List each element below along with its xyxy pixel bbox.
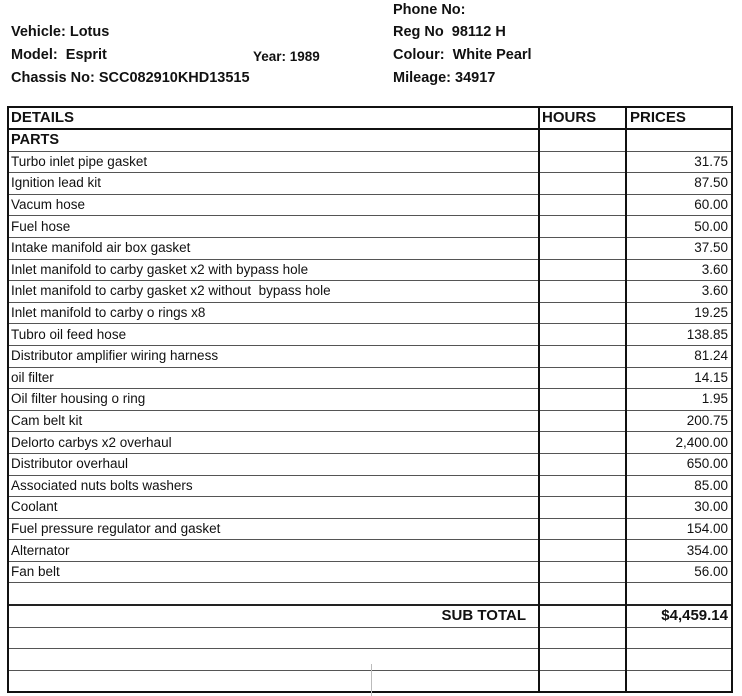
details-cell: Distributor amplifier wiring harness [8, 345, 539, 367]
price-cell: 50.00 [626, 216, 732, 238]
table-row [8, 497, 732, 519]
details-cell: Ignition lead kit [8, 173, 539, 195]
details-cell: Delorto carbys x2 overhaul [8, 432, 539, 454]
price-cell [626, 670, 732, 692]
hours-cell [539, 259, 626, 281]
hours-cell [539, 345, 626, 367]
empty-row [8, 583, 732, 605]
details-cell: oil filter [8, 367, 539, 389]
phone-number: Phone No: [393, 2, 466, 18]
hours-cell [539, 670, 626, 692]
text-cursor [371, 664, 372, 696]
details-cell [8, 670, 539, 692]
details-cell: Coolant [8, 497, 539, 519]
details-cell: Inlet manifold to carby gasket x2 with bypass hole [8, 259, 539, 281]
hours-cell [539, 432, 626, 454]
table-row [8, 173, 732, 195]
details-cell [8, 649, 539, 671]
details-cell: Vacum hose [8, 194, 539, 216]
table-row [8, 518, 732, 540]
hours-cell [539, 194, 626, 216]
table-row [8, 561, 732, 583]
details-header: DETAILS [8, 107, 539, 129]
details-cell: Associated nuts bolts washers [8, 475, 539, 497]
price-cell [626, 649, 732, 671]
price-cell: 60.00 [626, 194, 732, 216]
table-row [8, 345, 732, 367]
hours-cell [539, 410, 626, 432]
details-cell: Turbo inlet pipe gasket [8, 151, 539, 173]
subtotal-label: SUB TOTAL [8, 605, 539, 627]
price-cell [626, 583, 732, 605]
hours-cell [539, 389, 626, 411]
hours-cell [539, 324, 626, 346]
hours-cell [539, 453, 626, 475]
price-cell: 30.00 [626, 497, 732, 519]
table-row [8, 540, 732, 562]
hours-cell [539, 367, 626, 389]
hours-cell [539, 281, 626, 303]
table-row [8, 367, 732, 389]
price-cell [626, 129, 732, 151]
hours-cell [539, 173, 626, 195]
price-cell: 2,400.00 [626, 432, 732, 454]
hours-cell [539, 627, 626, 649]
hours-cell [539, 605, 626, 627]
hours-cell [539, 475, 626, 497]
details-cell: Oil filter housing o ring [8, 389, 539, 411]
hours-cell [539, 151, 626, 173]
hours-cell [539, 129, 626, 151]
price-cell: 1.95 [626, 389, 732, 411]
hours-cell [539, 561, 626, 583]
chassis-number: Chassis No: SCC082910KHD13515 [11, 70, 250, 86]
table-row [8, 324, 732, 346]
table-row [8, 194, 732, 216]
details-cell: Cam belt kit [8, 410, 539, 432]
table-row [8, 302, 732, 324]
section-label: PARTS [8, 129, 539, 151]
hours-cell [539, 583, 626, 605]
hours-header: HOURS [539, 107, 626, 129]
hours-cell [539, 540, 626, 562]
details-cell: Fuel pressure regulator and gasket [8, 518, 539, 540]
empty-row [8, 649, 732, 671]
details-cell [8, 583, 539, 605]
subtotal-row [8, 605, 732, 627]
price-cell: 87.50 [626, 173, 732, 195]
price-cell: 200.75 [626, 410, 732, 432]
vehicle-model: Model: Esprit [11, 47, 107, 63]
table-row [8, 389, 732, 411]
details-cell: Alternator [8, 540, 539, 562]
details-cell: Tubro oil feed hose [8, 324, 539, 346]
price-cell [626, 627, 732, 649]
table-header-row [8, 107, 732, 129]
hours-cell [539, 518, 626, 540]
price-cell: 56.00 [626, 561, 732, 583]
price-cell: 85.00 [626, 475, 732, 497]
price-cell: 3.60 [626, 281, 732, 303]
table-row [8, 216, 732, 238]
details-cell: Fuel hose [8, 216, 539, 238]
details-cell: Fan belt [8, 561, 539, 583]
table-row [8, 475, 732, 497]
price-cell: 19.25 [626, 302, 732, 324]
table-row [8, 259, 732, 281]
hours-cell [539, 237, 626, 259]
table-row [8, 151, 732, 173]
subtotal-value: $4,459.14 [626, 605, 732, 627]
hours-cell [539, 649, 626, 671]
vehicle-make: Vehicle: Lotus [11, 24, 110, 40]
price-cell: 31.75 [626, 151, 732, 173]
table-row [8, 281, 732, 303]
table-row [8, 237, 732, 259]
price-cell: 81.24 [626, 345, 732, 367]
price-cell: 138.85 [626, 324, 732, 346]
hours-cell [539, 216, 626, 238]
vehicle-mileage: Mileage: 34917 [393, 70, 496, 86]
details-cell: Intake manifold air box gasket [8, 237, 539, 259]
hours-cell [539, 497, 626, 519]
vehicle-year: Year: 1989 [253, 49, 320, 64]
table-row [8, 453, 732, 475]
table-row [8, 410, 732, 432]
price-cell: 154.00 [626, 518, 732, 540]
invoice-table [7, 106, 733, 693]
price-cell: 14.15 [626, 367, 732, 389]
registration-number: Reg No 98112 H [393, 24, 506, 40]
empty-row [8, 627, 732, 649]
details-cell: Distributor overhaul [8, 453, 539, 475]
hours-cell [539, 302, 626, 324]
prices-header: PRICES [626, 107, 732, 129]
empty-row [8, 670, 732, 692]
price-cell: 354.00 [626, 540, 732, 562]
vehicle-colour: Colour: White Pearl [393, 47, 532, 63]
details-cell: Inlet manifold to carby gasket x2 without bypass hole [8, 281, 539, 303]
price-cell: 3.60 [626, 259, 732, 281]
section-row [8, 129, 732, 151]
price-cell: 37.50 [626, 237, 732, 259]
price-cell: 650.00 [626, 453, 732, 475]
details-cell: Inlet manifold to carby o rings x8 [8, 302, 539, 324]
table-row [8, 432, 732, 454]
details-cell [8, 627, 539, 649]
